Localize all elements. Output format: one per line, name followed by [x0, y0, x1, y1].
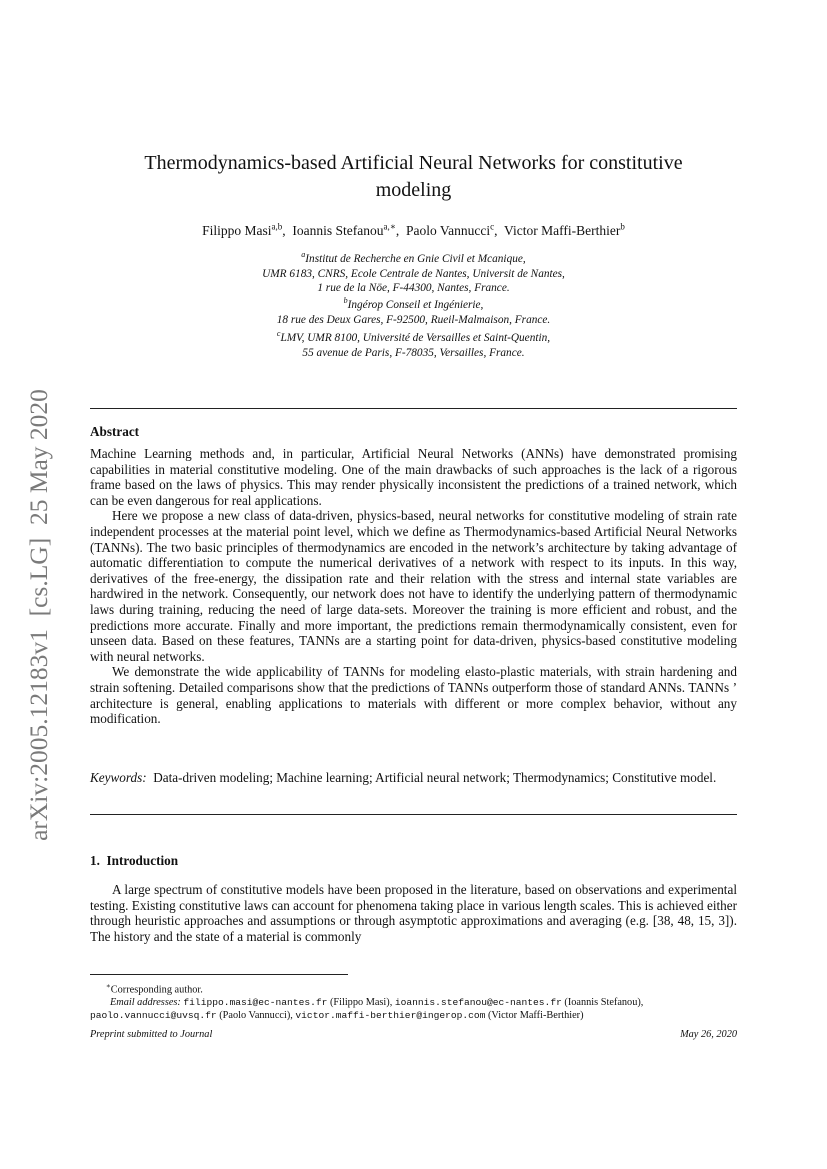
abstract-body	[90, 446, 737, 727]
paper-title	[90, 150, 737, 204]
author-name: Victor Maffi-Berthier	[504, 223, 621, 238]
affiliation-mark: c	[276, 329, 281, 339]
affiliation-line: UMR 6183, CNRS, Ecole Centrale de Nantes, Universit de Nantes,	[262, 267, 565, 280]
author-separator: ,	[282, 223, 290, 238]
section-heading-introduction: 1. Introduction	[90, 853, 179, 868]
author-name: Paolo Vannucci	[406, 223, 491, 238]
affiliation-mark: a	[301, 250, 306, 260]
arxiv-identifier-stamp	[14, 355, 56, 875]
author-list	[90, 222, 737, 240]
email-owner: (Paolo Vannucci),	[219, 1010, 296, 1022]
affiliation-line: Ingérop Conseil et Ingénierie,	[347, 299, 484, 311]
corresponding-mark: ∗	[106, 982, 111, 990]
author-affiliation-mark: a,∗	[383, 221, 396, 232]
corresponding-author-note: Corresponding author.	[110, 984, 203, 996]
author-separator: ,	[395, 223, 403, 238]
email-link[interactable]: victor.maffi-berthier@ingerop.com	[295, 1010, 486, 1022]
introduction-paragraph: A large spectrum of constitutive models have been proposed in the literature, based on observations and experimental testing. Existing constitutive laws can account for phenomena taking place in various length scales. This is achieved either through heuristic approaches and assumptions or through asymptotic approximations and averaging (e.g. [38, 48, 15, 3]). The history and the state of a material is commonly	[90, 882, 737, 944]
author-affiliation-mark: c	[490, 221, 495, 232]
keywords-label: Keywords:	[90, 770, 147, 785]
author-separator: ,	[494, 223, 501, 238]
affiliation-b	[90, 298, 737, 327]
footnote-rule	[90, 974, 348, 975]
author-name: Filippo Masi	[202, 223, 272, 238]
affiliation-a	[90, 252, 737, 296]
affiliation-line: 1 rue de la Nöe, F-44300, Nantes, France.	[317, 282, 510, 295]
affiliation-line: 18 rue des Deux Gares, F-92500, Rueil-Malmaison, France.	[276, 313, 551, 326]
email-link[interactable]: filippo.masi@ec-nantes.fr	[183, 997, 328, 1009]
arxiv-identifier-text: arXiv:2005.12183v1 [cs.LG] 25 May 2020	[24, 389, 53, 841]
affiliation-line: LMV, UMR 8100, Université de Versailles et Saint-Quentin,	[280, 332, 551, 344]
paper-title-line-2: modeling	[375, 179, 452, 201]
email-link[interactable]: paolo.vannucci@uvsq.fr	[90, 1010, 217, 1022]
author-affiliation-mark: b	[620, 221, 625, 232]
affiliation-mark: b	[343, 296, 348, 306]
abstract-paragraph: Machine Learning methods and, in particular, Artificial Neural Networks (ANNs) have demonstrated promising capabilities in material constitutive modeling. One of the main drawbacks of such approaches is the lack of a rigorous frame based on the laws of physics. This may render physically inconsistent the predictions of a trained network, which can be even dangerous for real applications.	[90, 446, 737, 508]
abstract-top-rule	[90, 408, 737, 409]
email-owner: (Filippo Masi),	[329, 997, 395, 1009]
keywords	[90, 770, 737, 786]
abstract-bottom-rule	[90, 814, 737, 815]
preprint-note: Preprint submitted to Journal	[90, 1029, 213, 1040]
footnotes	[90, 980, 737, 1023]
email-owner: (Ioannis Stefanou),	[564, 997, 644, 1009]
affiliation-line: 55 avenue de Paris, F-78035, Versailles, France.	[302, 346, 525, 359]
keywords-text: Data-driven modeling; Machine learning; Artificial neural network; Thermodynamics; Constitutive model.	[153, 770, 717, 785]
abstract-heading: Abstract	[90, 424, 140, 439]
email-label: Email addresses:	[110, 997, 181, 1009]
preprint-date: May 26, 2020	[680, 1029, 737, 1040]
author-affiliation-mark: a,b	[271, 221, 283, 232]
email-link[interactable]: ioannis.stefanou@ec-nantes.fr	[394, 997, 562, 1009]
paper-title-line-1: Thermodynamics-based Artificial Neural Networks for constitutive	[144, 152, 683, 174]
abstract-paragraph: We demonstrate the wide applicability of TANNs for modeling elasto-plastic materials, with strain hardening and strain softening. Detailed comparisons show that the predictions of TANNs outperform those of standard ANNs. TANNs ’ architecture is general, enabling applications to materials with different or more complex behavior, without any modification.	[90, 664, 737, 727]
abstract-paragraph: Here we propose a new class of data-driven, physics-based, neural networks for constitutive modeling of strain rate independent processes at the material point level, which we define as Thermodynamics-based Artificial Neural Networks (TANNs). The two basic principles of thermodynamics are encoded in the network’s architecture by taking advantage of automatic differentiation to compute the numerical derivatives of a network with respect to its inputs. In this way, derivatives of the free-energy, the dissipation rate and their relation with the stress and internal state variables are hardwired in the network. Consequently, our network does not have to identify the underlying pattern of thermodynamic laws during training, reducing the need of large data-sets. Moreover the training is more efficient and robust, and the predictions more accurate. Finally and more important, the predictions remain thermodynamically consistent, even for unseen data. Based on these features, TANNs are a starting point for data-driven, physics-based constitutive modeling with neural networks.	[90, 508, 737, 664]
affiliation-line: Institut de Recherche en Gnie Civil et Mcanique,	[305, 253, 526, 265]
affiliation-c	[90, 331, 737, 360]
email-owner: (Victor Maffi-Berthier)	[488, 1010, 584, 1022]
author-name: Ioannis Stefanou	[292, 223, 384, 238]
